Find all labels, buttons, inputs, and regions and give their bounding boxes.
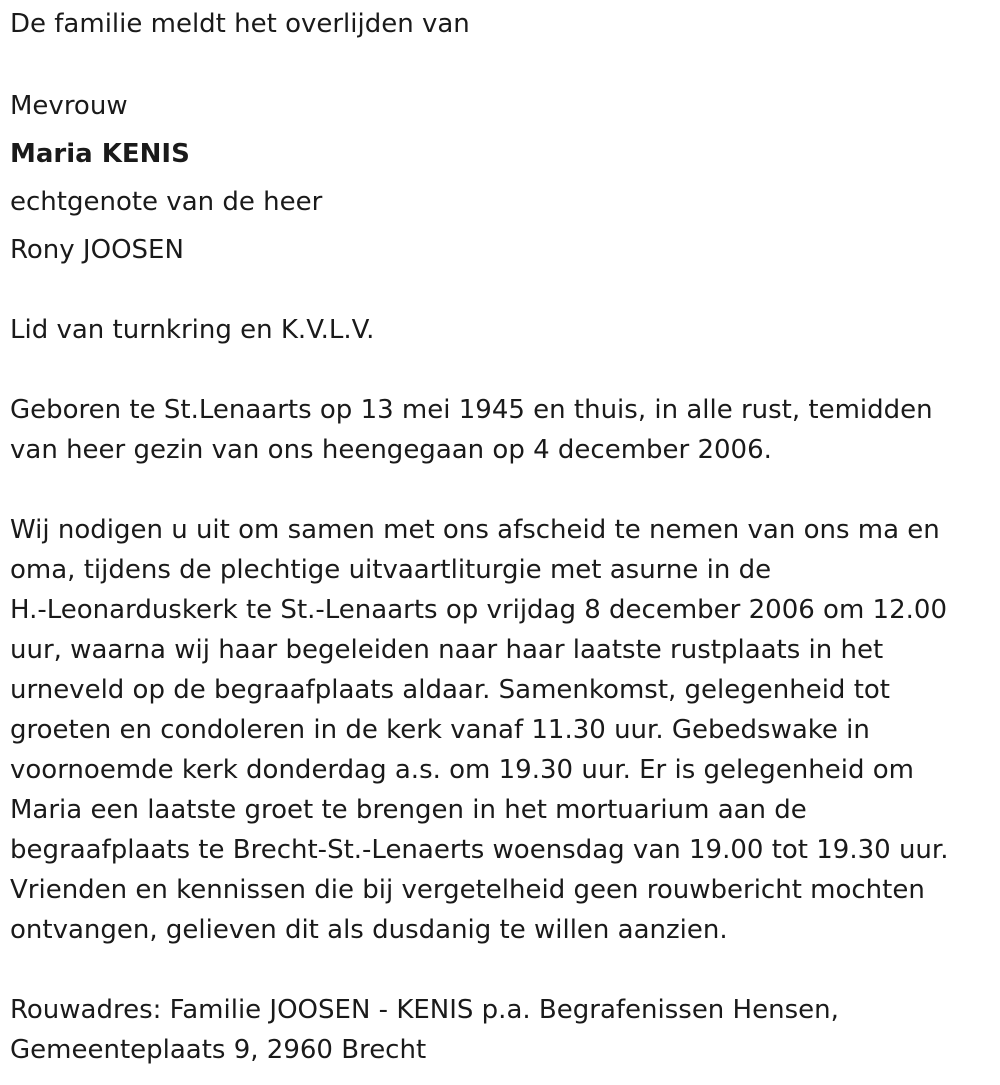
invitation-line: begraafplaats te Brecht-St.-Lenaerts woensdag van 19.00 tot 19.30 uur. — [10, 835, 949, 865]
invitation-line: ontvangen, gelieven dit als dusdanig te willen aanzien. — [10, 915, 728, 945]
invitation-line: Maria een laatste groet te brengen in het mortuarium aan de — [10, 795, 807, 825]
intro-text: De familie meldt het overlijden van — [10, 9, 470, 39]
invitation-line: H.-Leonarduskerk te St.-Lenaarts op vrijdag 8 december 2006 om 12.00 — [10, 595, 947, 625]
birth-death-line: Geboren te St.Lenaarts op 13 mei 1945 en thuis, in alle rust, temidden — [10, 395, 933, 425]
spouse-label: echtgenote van de heer — [10, 187, 323, 217]
invitation-line: Vrienden en kennissen die bij vergetelheid geen rouwbericht mochten — [10, 875, 925, 905]
membership-text: Lid van turnkring en K.V.L.V. — [10, 315, 375, 345]
invitation-line: groeten en condoleren in de kerk vanaf 11.30 uur. Gebedswake in — [10, 715, 870, 745]
invitation-line: Wij nodigen u uit om samen met ons afscheid te nemen van ons ma en — [10, 515, 940, 545]
invitation-line: uur, waarna wij haar begeleiden naar haar laatste rustplaats in het — [10, 635, 884, 665]
birth-death-line: van heer gezin van ons heengegaan op 4 december 2006. — [10, 435, 772, 465]
deceased-name: Maria KENIS — [10, 139, 190, 169]
invitation-line: oma, tijdens de plechtige uitvaartliturgie met asurne in de — [10, 555, 772, 585]
invitation-line: voornoemde kerk donderdag a.s. om 19.30 uur. Er is gelegenheid om — [10, 755, 914, 785]
address-line: Gemeenteplaats 9, 2960 Brecht — [10, 1035, 427, 1065]
address-line: Rouwadres: Familie JOOSEN - KENIS p.a. Begrafenissen Hensen, — [10, 995, 839, 1025]
spouse-name: Rony JOOSEN — [10, 235, 184, 265]
invitation-line: urneveld op de begraafplaats aldaar. Samenkomst, gelegenheid tot — [10, 675, 891, 705]
salutation: Mevrouw — [10, 91, 128, 121]
